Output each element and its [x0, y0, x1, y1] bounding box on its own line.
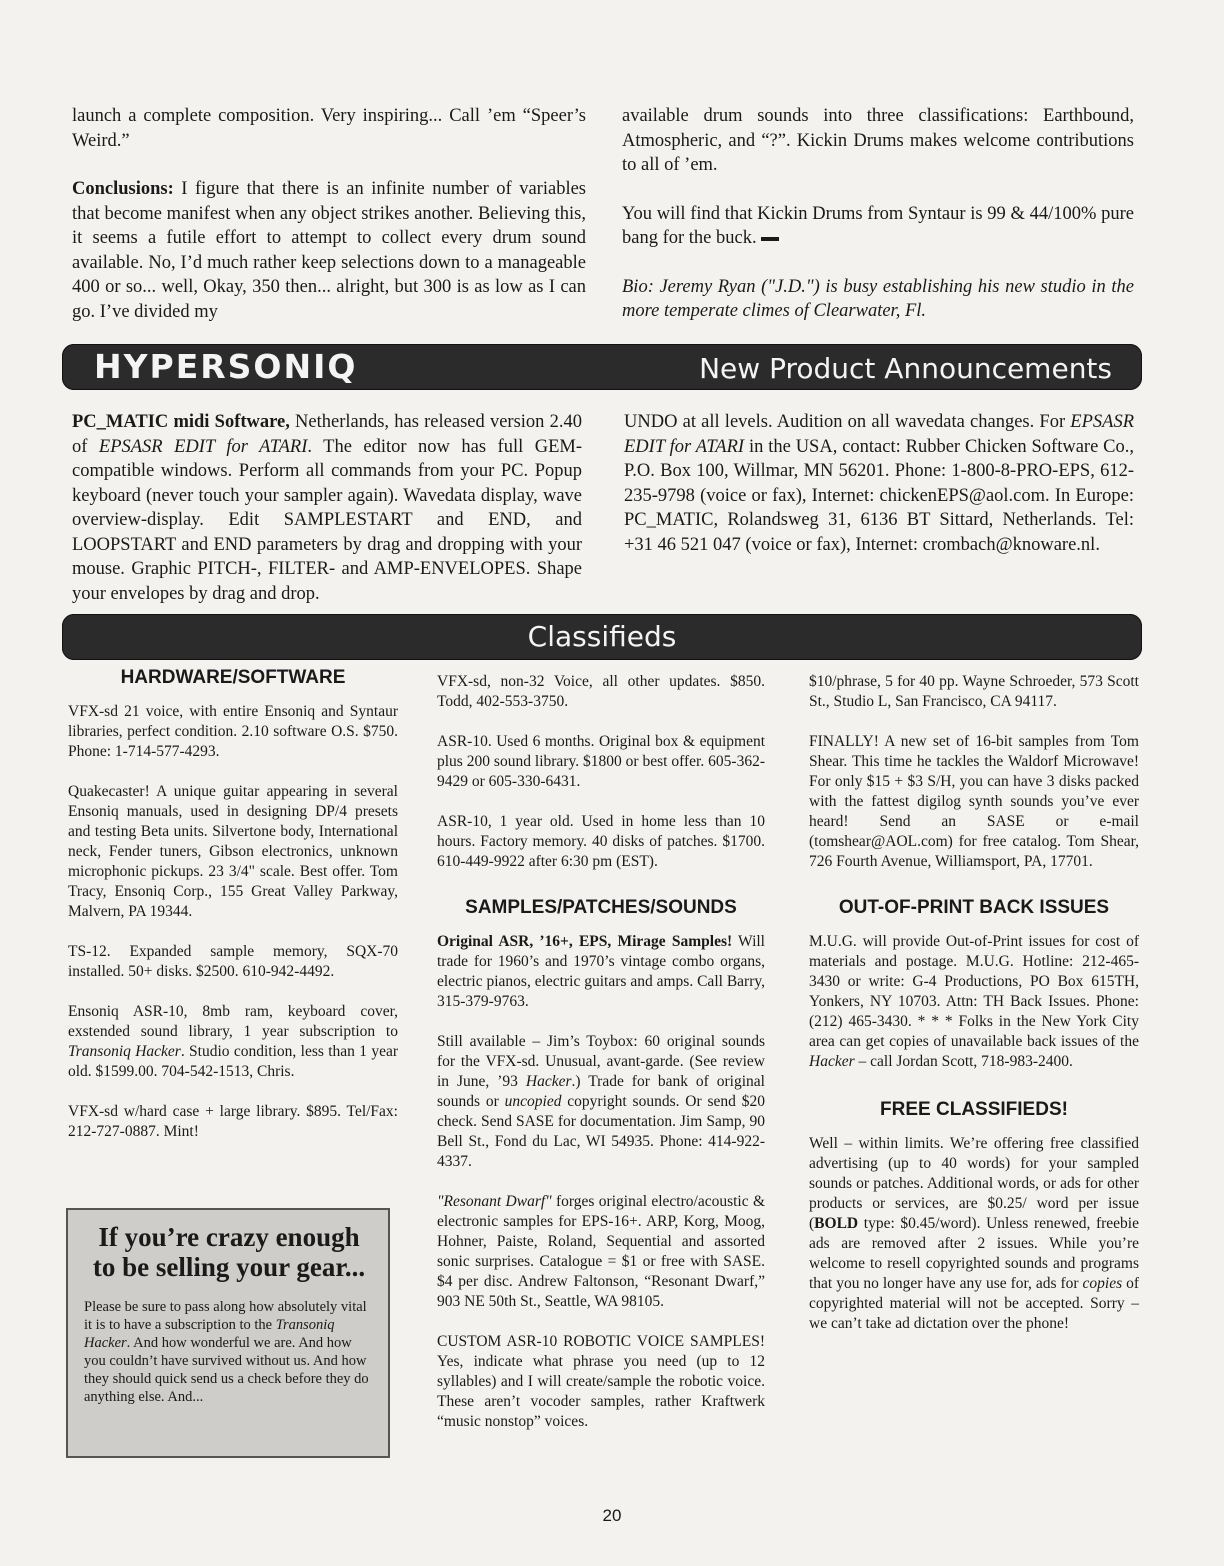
- classified-ad: CUSTOM ASR-10 ROBOTIC VOICE SAMPLES! Yes, indicate what phrase you need (up to 12 syllables) and I will create/sample the robotic voice. These aren’t vocoder samples, rather Kraftwerk “music nonstop” voices.: [437, 1333, 765, 1430]
- classified-ad: [809, 932, 1139, 1072]
- pc-matic-lead: PC_MATIC midi Software,: [72, 412, 290, 432]
- classified-ad: VFX-sd w/hard case + large library. $895. Tel/Fax: 212-727-0887. Mint!: [68, 1103, 398, 1140]
- hypersoniq-title: HYPERSONIQ: [94, 347, 358, 386]
- ad-text: M.U.G. will provide Out-of-Print issues for cost of materials and postage. M.U.G. Hotline: 212-465-3430 or write: G-4 Productions, PO Box 615TH, Yonkers, NY 10703. Attn: TH Back Issues. Phone: (212) 465-3430. * * * Folks in the New York City area can get copies of unavailable back issues of the: [809, 933, 1139, 1050]
- free-classifieds-heading: FREE CLASSIFIEDS!: [880, 1099, 1068, 1120]
- contact-text-2: in the USA, contact: Rubber Chicken Software Co., P.O. Box 100, Willmar, MN 56201. Phone: 1-800-8-PRO-EPS, 612-235-9798 (voice or fax), Internet: chickenEPS@aol.com. In Europe: PC_MATIC, Rolandsweg 31, 6136 BT Sittard, Netherlands. Tel: +31 46 521 047 (voice or fax), Internet: crombach@knoware.nl.: [624, 436, 1134, 555]
- contact-text-1: UNDO at all levels. Audition on all wavedata changes. For: [624, 412, 1071, 432]
- crazy-gear-promo-box: [66, 1208, 390, 1458]
- author-bio: Bio: Jeremy Ryan ("J.D.") is busy establishing his new studio in the more temperate climes of Clearwater, Fl.: [622, 276, 1134, 321]
- epsasr-contact: [624, 410, 1134, 557]
- ad-italic: "Resonant Dwarf": [437, 1193, 552, 1210]
- end-of-article-icon: [761, 237, 779, 241]
- classifieds-column-2: [437, 672, 765, 1432]
- page-number: 20: [602, 1506, 622, 1525]
- top-left-column: [72, 104, 586, 324]
- pc-matic-announcement: [72, 410, 582, 606]
- ad-text: Still available – Jim’s Toybox: 60 original sounds for the VFX-sd. Unusual, avant-garde. (See review in June, ’93: [437, 1033, 765, 1090]
- ad-text: copyright sounds. Or send $20 check. Send SASE for documentation. Jim Samp, 90 Bell St., Fond du Lac, WI 54935. Phone: 414-922-4337.: [437, 1093, 765, 1170]
- conclusions-paragraph: [72, 177, 586, 324]
- new-product-announcements-title: New Product Announcements: [699, 352, 1112, 385]
- epsasr-title-italic: EPSASR EDIT for ATARI: [98, 436, 308, 457]
- crazy-gear-title: If you’re crazy enough to be selling your gear...: [92, 1222, 366, 1282]
- hypersoniq-left-column: [72, 410, 582, 606]
- classified-ad: FINALLY! A new set of 16-bit samples from Tom Shear. This time he tackles the Waldorf Microwave! For only $15 + $3 S/H, you can have 3 disks packed with the fattest digilog synth sounds you’ve ever heard! Send an SASE or e-mail (tomshear@AOL.com) for free catalog. Tom Shear, 726 Fourth Avenue, Williamsport, PA, 17701.: [809, 733, 1139, 870]
- classifieds-column-1: [68, 668, 398, 1142]
- classifieds-column-3: [809, 672, 1139, 1334]
- top-left-paragraph-1: launch a complete composition. Very inspiring... Call ’em “Speer’s Weird.”: [72, 106, 586, 151]
- classified-ad: TS-12. Expanded sample memory, SQX-70 installed. 50+ disks. $2500. 610-942-4492.: [68, 943, 398, 980]
- pc-matic-text-2: . The editor now has full GEM-compatible windows. Perform all commands from your PC. Popup keyboard (never touch your sampler again). Wavedata display, wave overview-display. Edit SAMPLESTART and END, and LOOPSTART and END parameters by drag and dropping with your mouse. Graphic PITCH-, FILTER- and AMP-ENVELOPES. Shape your envelopes by drag and drop.: [72, 436, 582, 604]
- samples-patches-sounds-heading: SAMPLES/PATCHES/SOUNDS: [465, 897, 737, 918]
- classifieds-banner: [62, 614, 1142, 660]
- classified-ad: ASR-10, 1 year old. Used in home less than 10 hours. Factory memory. 40 disks of patches. $1700. 610-449-9922 after 6:30 pm (EST).: [437, 813, 765, 870]
- classified-ad: [437, 932, 765, 1012]
- hypersoniq-right-column: [624, 410, 1134, 557]
- out-of-print-heading: OUT-OF-PRINT BACK ISSUES: [838, 897, 1110, 918]
- ad-italic: Hacker: [809, 1053, 855, 1070]
- ad-italic: Transoniq Hacker: [68, 1043, 181, 1060]
- ad-text: . Studio condition, less than 1 year old. $1599.00. 704-542-1513, Chris.: [68, 1043, 399, 1080]
- top-right-paragraph-1: available drum sounds into three classifications: Earthbound, Atmospheric, and “?”. Kickin Drums makes welcome contributions to all of ’em.: [622, 106, 1134, 175]
- classified-ad: [68, 1002, 398, 1082]
- ad-bold-lead: Original ASR, ’16+, EPS, Mirage Samples!: [437, 933, 733, 950]
- conclusions-text: I figure that there is an infinite number of variables that become manifest when any object strikes another. Believing this, it seems a futile effort to attempt to collect every drum sound available. No, I’d much rather keep selections down to a manageable 400 or so... well, Okay, 350 then... alright, but 300 is as low as I can go. I’ve divided my: [72, 179, 586, 322]
- classified-ad: VFX-sd, non-32 Voice, all other updates. $850. Todd, 402-553-3750.: [437, 673, 765, 710]
- ad-text: .) Trade for bank of original sounds or: [437, 1073, 765, 1110]
- top-right-paragraph-2-text: You will find that Kickin Drums from Syntaur is 99 & 44/100% pure bang for the buck.: [622, 203, 1134, 248]
- ad-bold: BOLD: [814, 1215, 859, 1232]
- top-right-paragraph-2: [622, 202, 1134, 251]
- ad-italic: Hacker: [525, 1073, 572, 1090]
- classified-ad: $10/phrase, 5 for 40 pp. Wayne Schroeder, 573 Scott St., Studio L, San Francisco, CA 94117.: [809, 673, 1139, 710]
- conclusions-lead: Conclusions:: [72, 179, 174, 199]
- top-right-column: [622, 104, 1134, 324]
- classifieds-title: Classifieds: [527, 620, 677, 653]
- ad-text: Well – within limits. We’re offering free classified advertising (up to 40 words) for your sampled sounds or patches. Additional words, or ads for other products or services, are $0.25/ word per issue (: [809, 1135, 1139, 1232]
- ad-text: type: $0.45/word). Unless renewed, freebie ads are removed after 2 issues. While you’re welcome to resell copyrighted sounds and programs that you no longer have any use for, ads for: [809, 1215, 1139, 1292]
- classified-ad: [437, 1032, 765, 1172]
- classified-ad: ASR-10. Used 6 months. Original box & equipment plus 200 sound library. $1800 or best offer. 605-362-9429 or 605-330-6431.: [437, 733, 765, 790]
- crazy-body-text: . And how wonderful we are. And how you couldn’t have survived without us. And how they should quick send us a check before they do anything else. And...: [84, 1335, 369, 1405]
- ad-text: Ensoniq ASR-10, 8mb ram, keyboard cover, exstended sound library, 1 year subscription to: [68, 1003, 398, 1040]
- pc-matic-text-1: Netherlands, has released version 2.40 of: [72, 412, 582, 457]
- crazy-body-text: Please be sure to pass along how absolutely vital it is to have a subscription to the: [84, 1299, 367, 1333]
- crazy-body-italic: Transoniq Hacker: [84, 1317, 335, 1351]
- crazy-gear-body: [84, 1298, 374, 1406]
- hardware-software-heading: HARDWARE/SOFTWARE: [120, 667, 346, 688]
- contact-title-italic: EPSASR EDIT for ATARI: [624, 412, 1134, 457]
- classified-ad: Quakecaster! A unique guitar appearing in several Ensoniq manuals, used in designing DP/4 presets and testing Beta units. Silvertone body, International neck, Fender tuners, Gibson electronics, unknown microphonic pickups. 23 3/4" scale. Best offer. Tom Tracy, Ensoniq Corp., 155 Great Valley Parkway, Malvern, PA 19344.: [68, 783, 398, 920]
- classified-ad: [437, 1192, 765, 1312]
- classified-ad: VFX-sd 21 voice, with entire Ensoniq and Syntaur libraries, perfect condition. 2.10 software O.S. $750. Phone: 1-714-577-4293.: [68, 703, 398, 760]
- ad-text: forges original electro/acoustic & electronic samples for EPS-16+. ARP, Korg, Moog, Hohner, Paiste, Roland, Sequential and assorted sonic surprises. Catalogue = $1 or free with SASE. $4 per disc. Andrew Faltonson, “Resonant Dwarf,” 903 NE 50th St., Seattle, WA 98105.: [437, 1193, 765, 1310]
- ad-italic: uncopied: [504, 1093, 562, 1110]
- hypersoniq-banner: [62, 344, 1142, 390]
- ad-italic: copies: [1082, 1275, 1123, 1292]
- ad-text: Will trade for 1960’s and 1970’s vintage combo organs, electric pianos, electric guitars and amps. Call Barry, 315-379-9763.: [437, 933, 765, 1010]
- ad-text: – call Jordan Scott, 718-983-2400.: [854, 1053, 1073, 1070]
- classified-ad: [809, 1134, 1139, 1334]
- ad-text: of copyrighted material will not be accepted. Sorry – we can’t take ad dictation over the phone!: [809, 1275, 1139, 1332]
